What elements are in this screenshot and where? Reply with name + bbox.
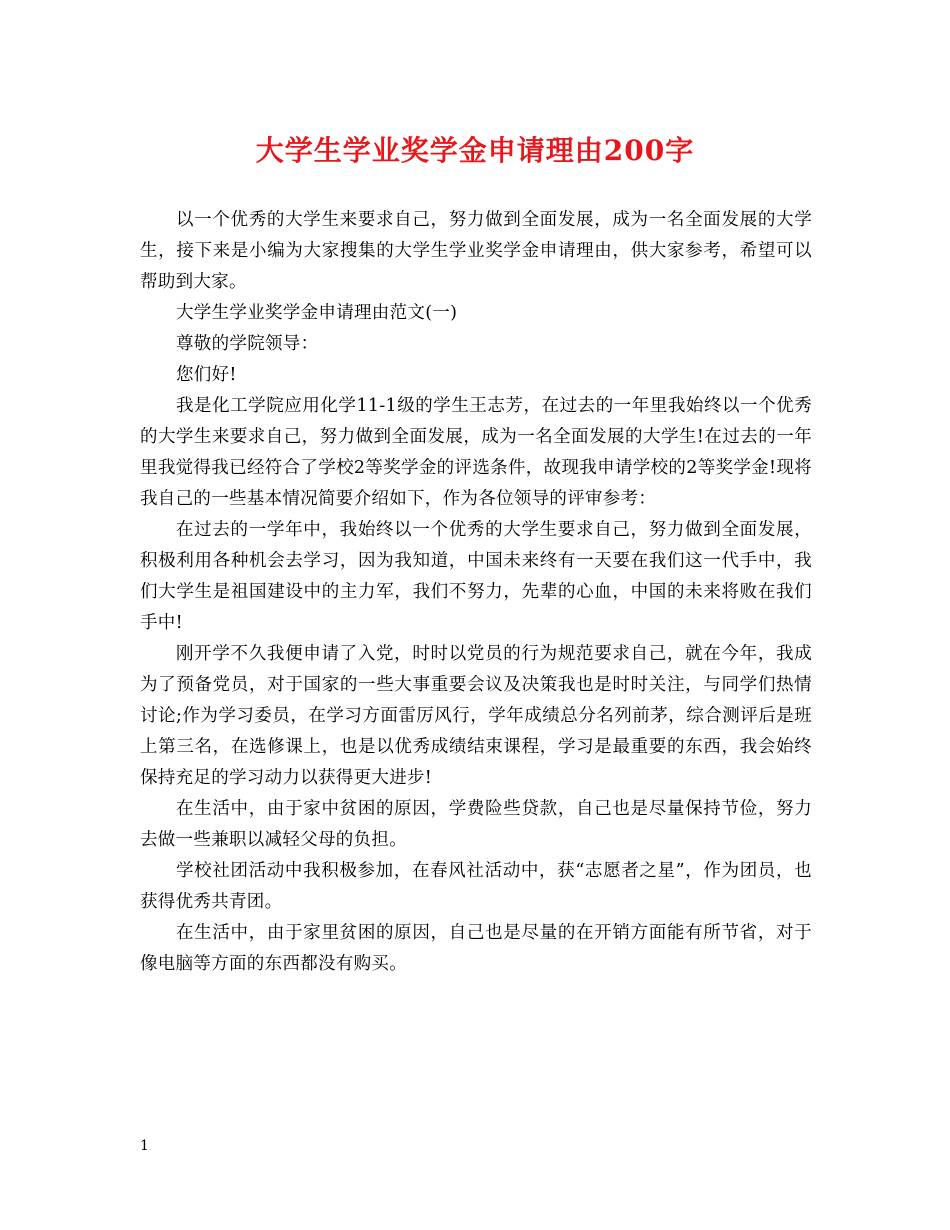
body-paragraph: 在生活中，由于家里贫困的原因，自己也是尽量的在开销方面能有所节省，对于像电脑等方面的东西都没有购买。: [140, 923, 812, 974]
body-paragraph: 学校社团活动中我积极参加，在春风社活动中，获“志愿者之星”，作为团员，也获得优秀共青团。: [140, 861, 812, 912]
document-body: [140, 205, 812, 980]
body-paragraph: 在生活中，由于家中贫困的原因，学费险些贷款，自己也是尽量保持节俭，努力去做一些兼职以减轻父母的负担。: [140, 799, 812, 850]
greeting: 您们好!: [176, 365, 237, 385]
document-title: 大学生学业奖学金申请理由200字: [255, 134, 695, 167]
intro-paragraph: 以一个优秀的大学生来要求自己，努力做到全面发展，成为一名全面发展的大学生，接下来是小编为大家搜集的大学生学业奖学金申请理由，供大家参考，希望可以帮助到大家。: [140, 210, 812, 292]
sample-heading: 大学生学业奖学金申请理由范文(一): [176, 303, 458, 323]
body-paragraph: 在过去的一学年中，我始终以一个优秀的大学生要求自己，努力做到全面发展，积极利用各种机会去学习，因为我知道，中国未来终有一天要在我们这一代手中，我们大学生是祖国建设中的主力军，我们不努力，先辈的心血，中国的未来将败在我们手中!: [140, 520, 812, 633]
body-paragraph: 刚开学不久我便申请了入党，时时以党员的行为规范要求自己，就在今年，我成为了预备党员，对于国家的一些大事重要会议及决策我也是时时关注，与同学们热情讨论;作为学习委员，在学习方面雷厉风行，学年成绩总分名列前茅，综合测评后是班上第三名，在选修课上，也是以优秀成绩结束课程，学习是最重要的东西，我会始终保持充足的学习动力以获得更大进步!: [140, 644, 812, 788]
body-paragraph: 我是化工学院应用化学11-1级的学生王志芳，在过去的一年里我始终以一个优秀的大学生来要求自己，努力做到全面发展，成为一名全面发展的大学生!在过去的一年里我觉得我已经符合了学校2等奖学金的评选条件，故现我申请学校的2等奖学金!现将我自己的一些基本情况简要介绍如下，作为各位领导的评审参考：: [140, 396, 812, 509]
salutation: 尊敬的学院领导：: [176, 334, 319, 354]
page-number: 1: [140, 1138, 149, 1154]
